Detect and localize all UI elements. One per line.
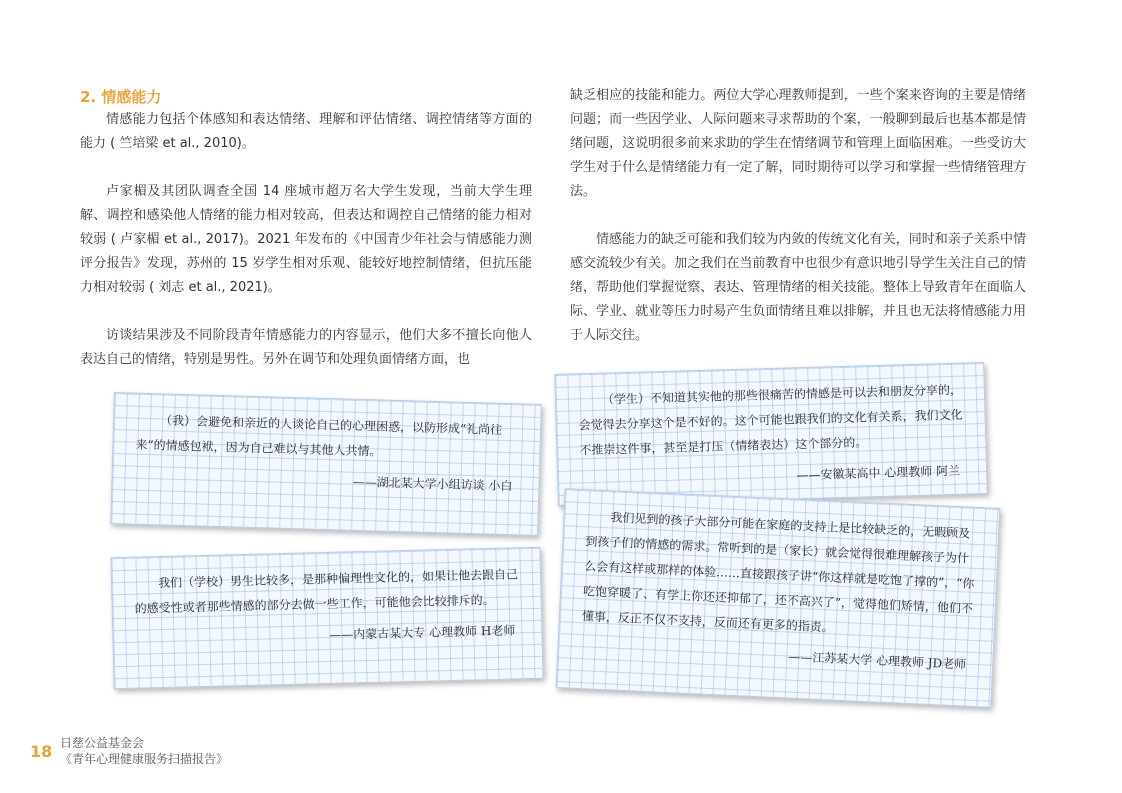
footer-report-title: 《青年心理健康服务扫描报告》 <box>60 752 229 766</box>
quote-source: ——湖北某大学小组访谈 小白 <box>352 474 513 494</box>
footer-organization: 日慈公益基金会 <box>60 736 145 750</box>
quote-card-anhui <box>554 362 988 506</box>
quote-source: ——安徽某高中 心理教师 阿兰 <box>796 463 961 483</box>
quote-card-jiangsu <box>556 488 1001 708</box>
quote-text: （学生）不知道其实他的那些很痛苦的情感是可以去和朋友分享的，会觉得去分享这个是不好的。这个可能也跟我们的文化有关系，我们文化不推崇这件事，甚至是打压（情绪表达）这个部分的。 <box>578 382 963 458</box>
quote-text: 我们见到的孩子大部分可能在家庭的支持上是比较缺乏的，无暇顾及到孩子们的情感的需求。常听到的是（家长）就会觉得很难理解孩子为什么会有这样或那样的体验……直接跟孩子讲“你这样就是吃饱了撑的”，“你吃饱穿暖了、有学上你还还抑郁了，还不高兴了”，觉得他们矫情，他们不懂事，反正不仅不支持，反而还有更多的指责。 <box>581 510 975 635</box>
right-paragraph-2: 情感能力的缺乏可能和我们较为内敛的传统文化有关，同时和亲子关系中情感交流较少有关。加之我们在当前教育中也很少有意识地引导学生关注自己的情绪，帮助他们掌握觉察、表达、管理情绪的相关技能。整体上导致青年在面临人际、学业、就业等压力时易产生负面情绪且难以排解，并且也无法将情感能力用于人际交往。 <box>570 232 1026 343</box>
left-column <box>80 108 532 372</box>
quote-card-neimenggu <box>110 547 543 689</box>
right-column <box>570 84 1026 348</box>
page-number: 18 <box>30 742 53 761</box>
section-title: 2. 情感能力 <box>80 88 162 106</box>
left-paragraph-2: 卢家楣及其团队调查全国 14 座城市超万名大学生发现，当前大学生理解、调控和感染他人情绪的能力相对较高，但表达和调控自己情绪的能力相对较弱 ( 卢家楣 et al., 2017)。2021 年发布的《中国青少年社会与情感能力测评分报告》发现，苏州的 15 岁学生相对乐观、能较好地控制情绪，但抗压能力相对较弱 ( 刘志 et al., 2021)。 <box>80 184 532 295</box>
left-paragraph-1: 情感能力包括个体感知和表达情绪、理解和评估情绪、调控情绪等方面的能力 ( 竺培梁 et al., 2010)。 <box>80 112 532 151</box>
right-paragraph-1: 缺乏相应的技能和能力。两位大学心理教师提到，一些个案来咨询的主要是情绪问题；而一些因学业、人际问题来寻求帮助的个案，一般聊到最后也基本都是情绪问题，这说明很多前来求助的学生在情绪调节和管理上面临困难。一些受访大学生对于什么是情绪能力有一定了解，同时期待可以学习和掌握一些情绪管理方法。 <box>570 88 1026 199</box>
quote-source: ——江苏某大学 心理教师 JD老师 <box>787 649 967 672</box>
quote-card-hubei <box>110 392 542 536</box>
quote-text: 我们（学校）男生比较多，是那种偏理性文化的，如果让他去跟自己的感受性或者那些情感的部分去做一些工作，可能他会比较排斥的。 <box>134 567 519 616</box>
quote-text: （我）会避免和亲近的人谈论自己的心理困惑，以防形成“礼尚往来”的情感包袱，因为自己难以与其他人共情。 <box>135 413 503 459</box>
quote-source: ——内蒙古某大专 心理教师 H老师 <box>329 623 516 642</box>
left-paragraph-3: 访谈结果涉及不同阶段青年情感能力的内容显示，他们大多不擅长向他人表达自己的情绪，特别是男性。另外在调节和处理负面情绪方面，也 <box>80 328 532 367</box>
